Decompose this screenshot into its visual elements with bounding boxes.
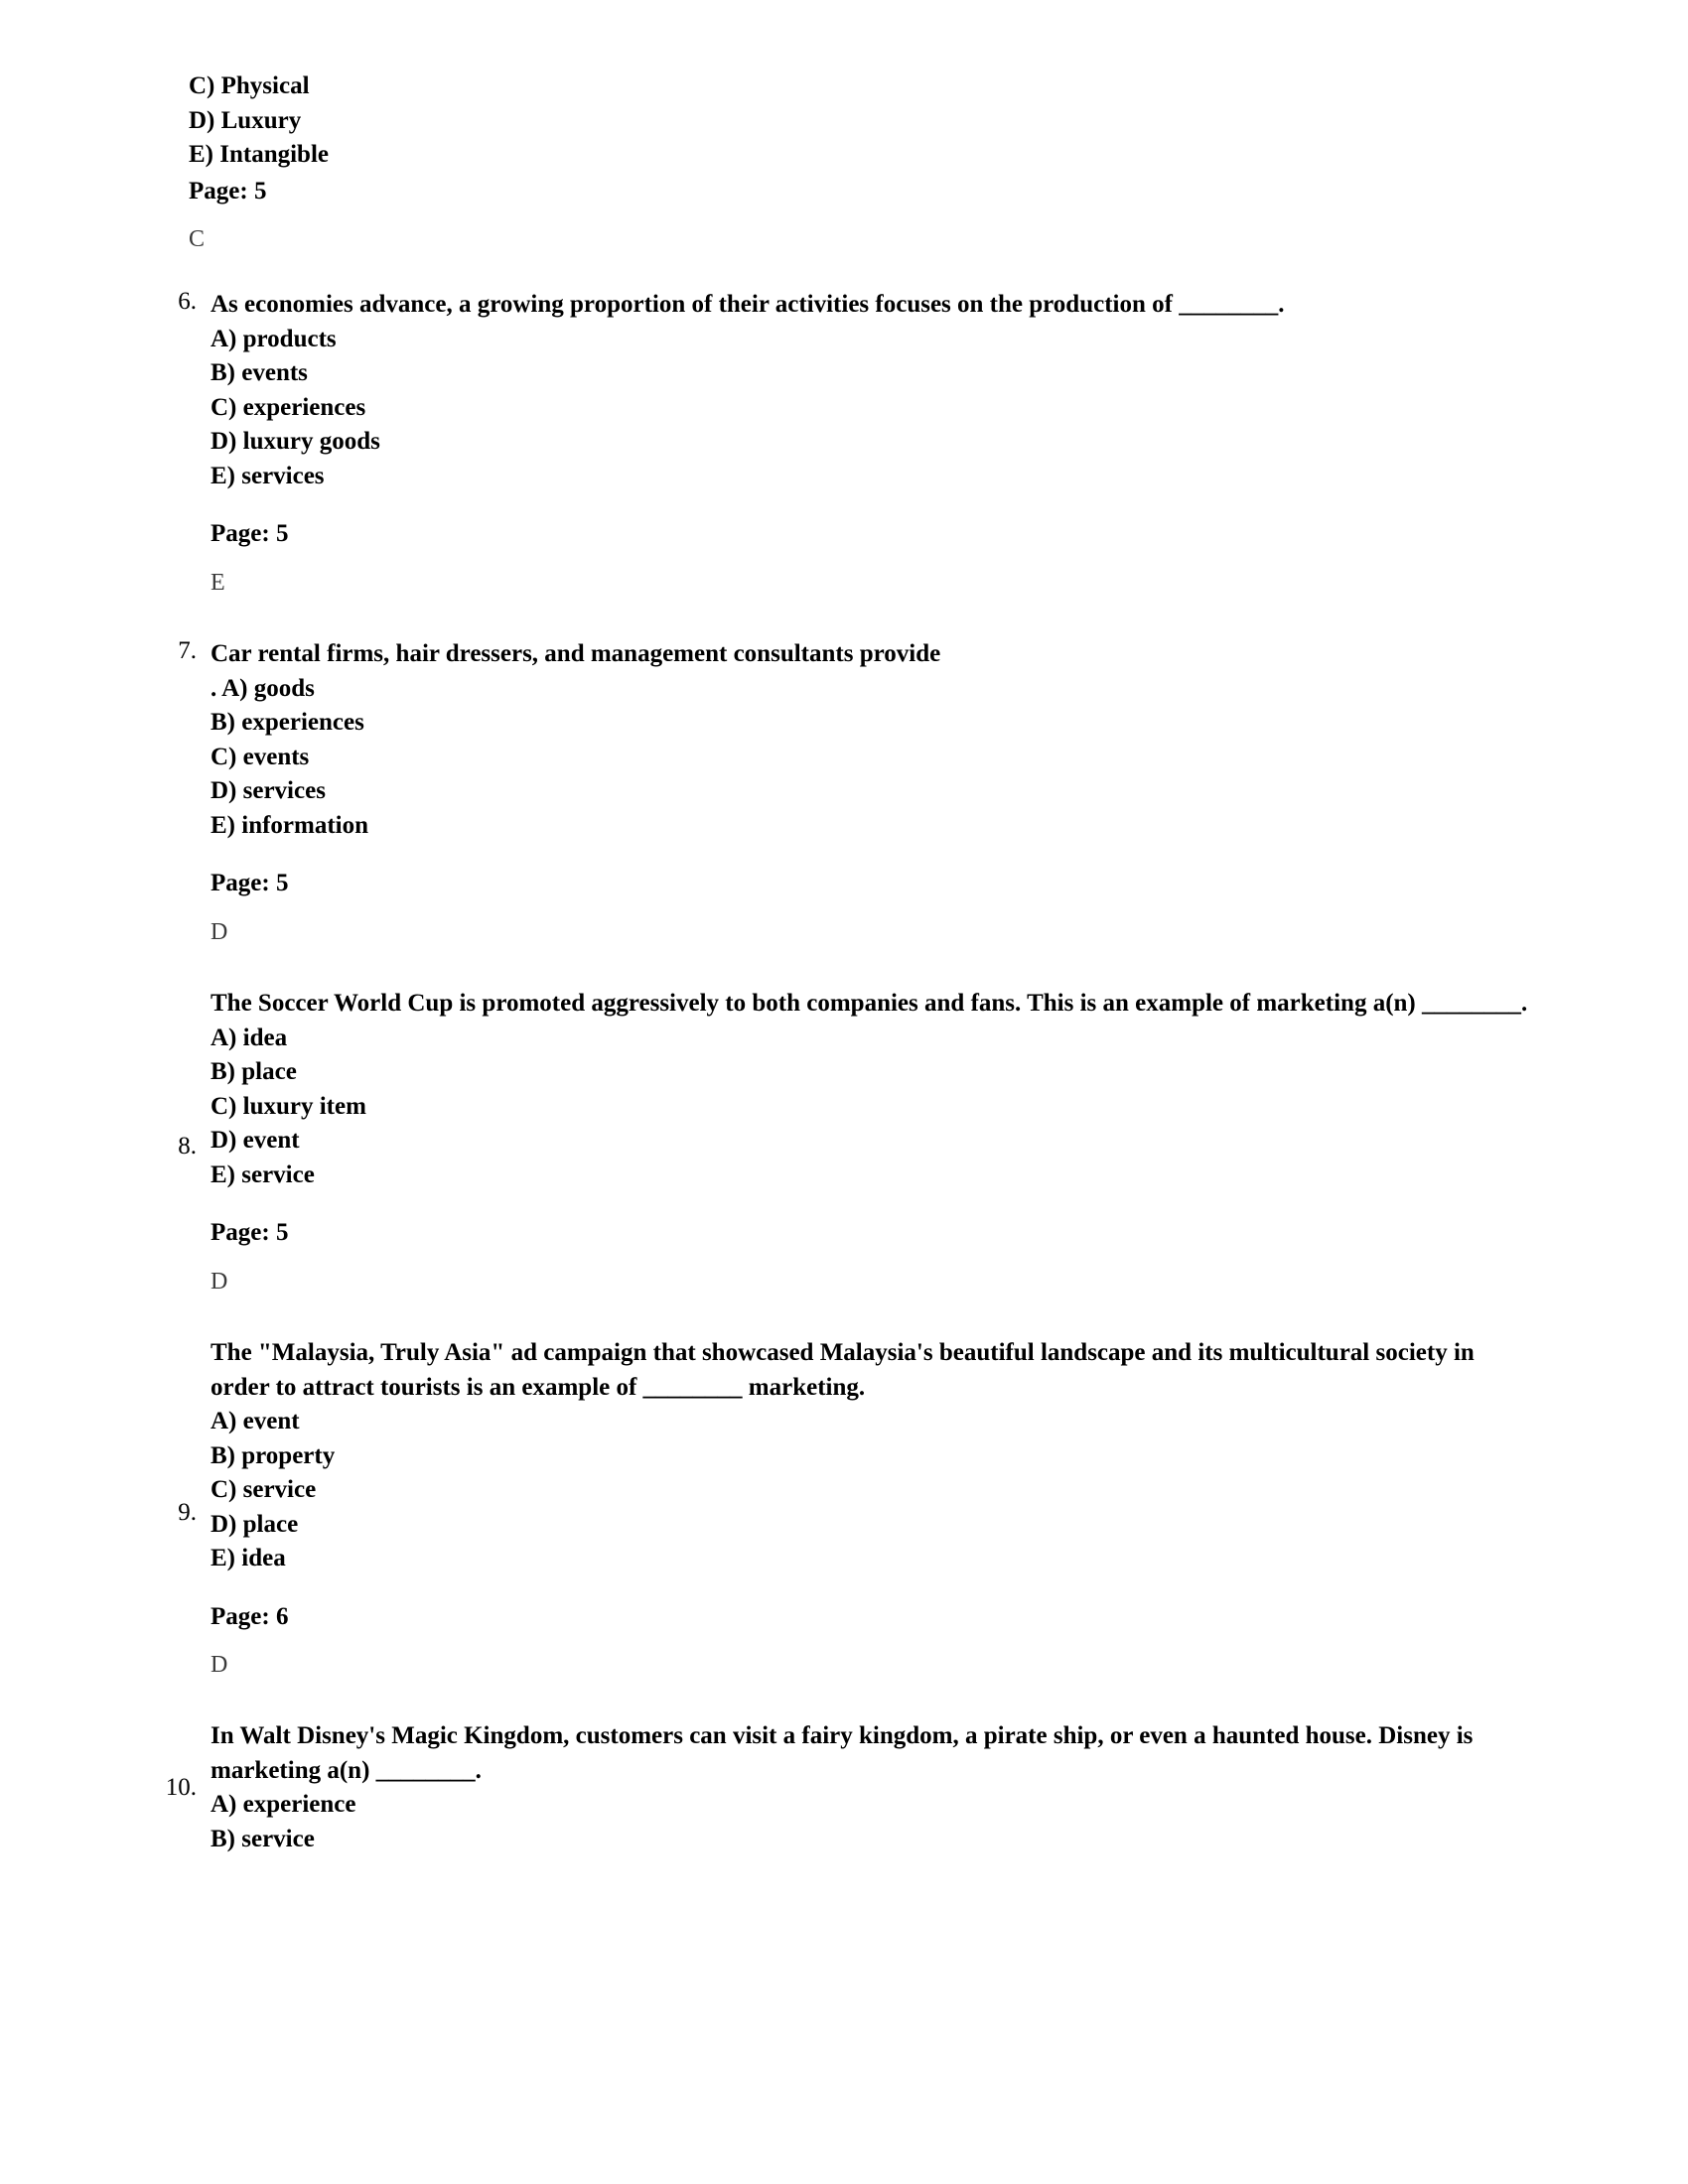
question-number: 8. bbox=[178, 1133, 197, 1160]
question-stem: The "Malaysia, Truly Asia" ad campaign that showcased Malaysia's beautiful landscape and its multicultural society in order to attract tourists is an example of ________ marketing. bbox=[211, 1339, 1481, 1401]
question-stem: The Soccer World Cup is promoted aggressively to both companies and fans. This is an example of marketing a(n) ________. bbox=[211, 990, 1528, 1018]
page-reference: Page: 5 bbox=[211, 870, 289, 897]
option-item: D) event bbox=[211, 1127, 300, 1155]
question-body bbox=[211, 1336, 1539, 1690]
option-item: B) events bbox=[211, 359, 308, 387]
spacer bbox=[211, 843, 1539, 865]
option-item: A) experience bbox=[211, 1791, 356, 1819]
option-item: D) services bbox=[211, 777, 326, 805]
question-number: 9. bbox=[178, 1499, 197, 1527]
option-item: C) Physical bbox=[189, 72, 310, 99]
question-body bbox=[211, 288, 1539, 608]
answer-key: C bbox=[189, 226, 206, 252]
option-item: D) place bbox=[211, 1510, 299, 1538]
question-number: 10. bbox=[165, 1774, 197, 1802]
option-list bbox=[211, 1022, 1539, 1193]
spacer bbox=[211, 1192, 1539, 1214]
option-item: E) Intangible bbox=[189, 141, 330, 168]
option-list bbox=[211, 1405, 1539, 1576]
question-item bbox=[149, 1336, 1539, 1690]
answer-key: D bbox=[211, 1268, 228, 1295]
answer-key: D bbox=[211, 918, 228, 945]
option-item: B) place bbox=[211, 1058, 297, 1086]
option-item: E) idea bbox=[211, 1545, 286, 1572]
answer-key: E bbox=[211, 569, 225, 596]
question-item bbox=[149, 288, 1539, 608]
question-item bbox=[149, 637, 1539, 957]
option-list bbox=[211, 1788, 1539, 1856]
option-item: C) events bbox=[211, 743, 310, 770]
question-body bbox=[211, 637, 1539, 957]
question-number: 7. bbox=[178, 637, 197, 665]
question-number: 6. bbox=[178, 288, 197, 316]
option-item: C) experiences bbox=[211, 393, 366, 421]
option-item: B) service bbox=[211, 1825, 315, 1852]
option-item: A) idea bbox=[211, 1024, 288, 1051]
page-reference: Page: 5 bbox=[211, 520, 289, 548]
option-list bbox=[211, 672, 1539, 844]
option-item: E) services bbox=[211, 462, 325, 489]
option-item: E) information bbox=[211, 811, 369, 839]
option-item: B) property bbox=[211, 1441, 336, 1469]
option-item: D) Luxury bbox=[189, 106, 302, 134]
spacer bbox=[211, 1576, 1539, 1598]
question-stem: As economies advance, a growing proportion of their activities focuses on the production of ________. bbox=[211, 291, 1285, 319]
question-item bbox=[149, 1719, 1539, 1856]
option-item: C) service bbox=[211, 1476, 317, 1504]
spacer bbox=[211, 493, 1539, 515]
page-reference: Page: 5 bbox=[211, 1219, 289, 1247]
page-reference: Page: 5 bbox=[189, 177, 267, 205]
option-item: A) event bbox=[211, 1408, 300, 1435]
answer-key: D bbox=[211, 1652, 228, 1679]
option-item: B) experiences bbox=[211, 709, 364, 737]
option-item: A) products bbox=[211, 325, 337, 352]
option-item: D) luxury goods bbox=[211, 428, 380, 456]
option-item: E) service bbox=[211, 1160, 315, 1188]
question-fragment bbox=[189, 69, 1539, 258]
question-stem: Car rental firms, hair dressers, and management consultants provide bbox=[211, 640, 941, 668]
option-item: . A) goods bbox=[211, 674, 315, 702]
page-reference: Page: 6 bbox=[211, 1602, 289, 1630]
question-body bbox=[211, 987, 1539, 1306]
option-list bbox=[211, 323, 1539, 494]
option-item: C) luxury item bbox=[211, 1092, 366, 1120]
question-body bbox=[211, 1719, 1539, 1856]
question-stem: In Walt Disney's Magic Kingdom, customers can visit a fairy kingdom, a pirate ship, or even a haunted house. Disney is marketing a(n) ________. bbox=[211, 1722, 1479, 1784]
question-item bbox=[149, 987, 1539, 1306]
